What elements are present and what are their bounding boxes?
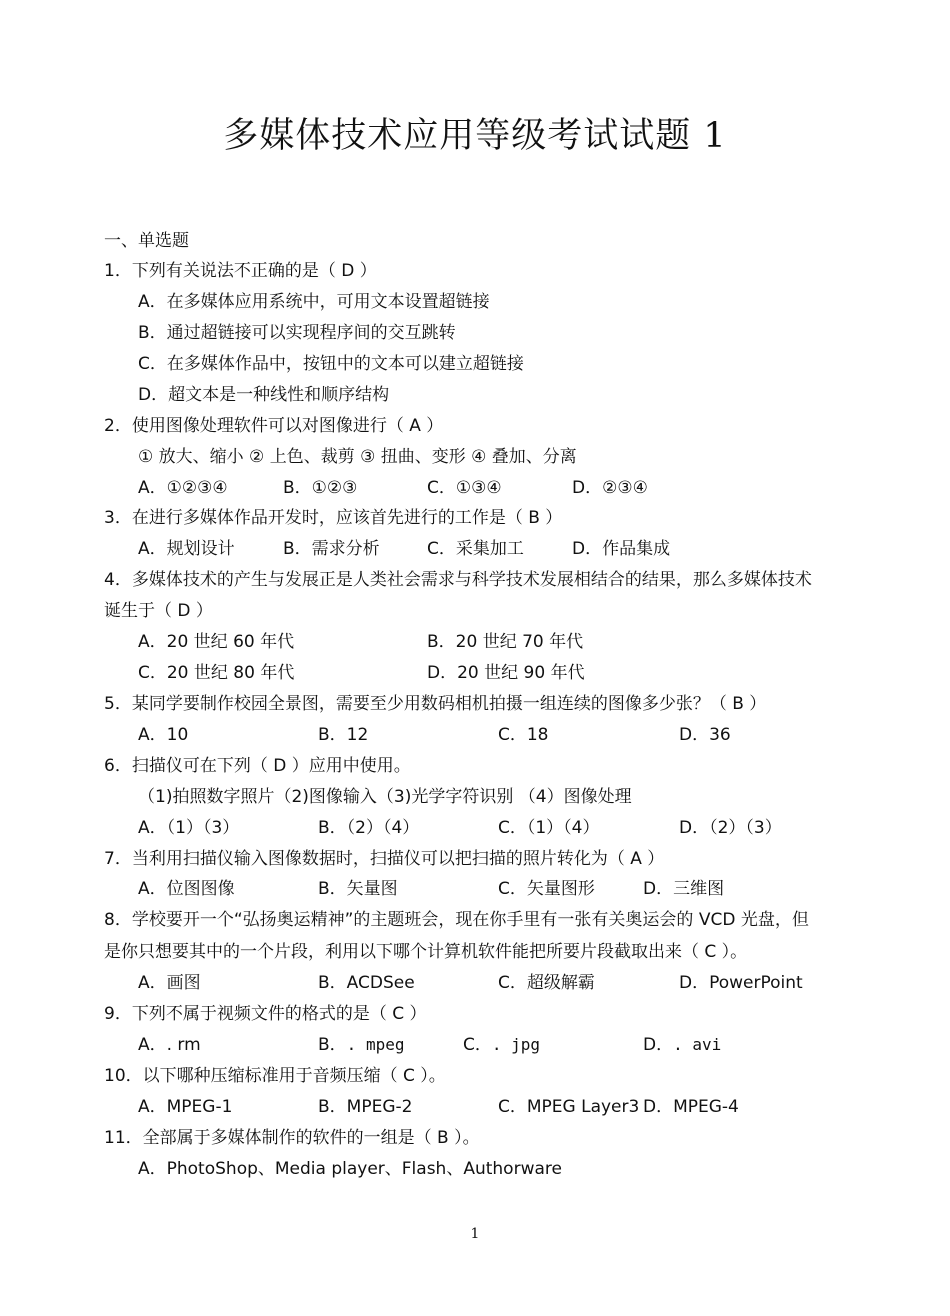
question-10-options <box>0 1095 950 1119</box>
question-3-stem: 3．在进行多媒体作品开发时，应该首先进行的工作是（ B ） <box>104 508 563 528</box>
question-9-option-c <box>463 1033 540 1057</box>
question-9-option-d-letter: D． <box>643 1035 674 1055</box>
question-4-options-row2 <box>0 661 950 685</box>
question-8-option-c: C．超级解霸 <box>498 973 595 993</box>
question-3-option-a: A．规划设计 <box>138 539 235 559</box>
question-9-option-d <box>643 1033 721 1057</box>
question-6-option-b: B．（2）（4） <box>318 818 420 838</box>
question-10-stem: 10．以下哪种压缩标准用于音频压缩（ C ）。 <box>104 1066 446 1086</box>
section-heading: 一、单选题 <box>104 231 189 251</box>
question-9-option-c-letter: C． <box>463 1035 492 1055</box>
question-3-options <box>0 537 950 561</box>
question-2-options <box>0 476 950 500</box>
question-6-option-a: A．（1）（3） <box>138 818 240 838</box>
question-8-stem-line2: 是你只想要其中的一个片段，利用以下哪个计算机软件能把所要片段截取出来（ C ）。 <box>104 942 748 962</box>
question-10-option-a: A．MPEG-1 <box>138 1097 233 1117</box>
question-11-option-a: A．PhotoShop、Media player、Flash、Authorware <box>138 1159 562 1179</box>
question-8-stem-line1: 8．学校要开一个“弘扬奥运精神”的主题班会，现在你手里有一张有关奥运会的 VCD 光盘，但 <box>104 910 809 930</box>
question-5-option-b: B．12 <box>318 725 369 745</box>
question-10-option-d: D．MPEG-4 <box>643 1097 739 1117</box>
question-3-option-d: D．作品集成 <box>572 539 671 559</box>
question-1-option-a: A．在多媒体应用系统中，可用文本设置超链接 <box>138 292 490 312</box>
question-9-option-b-text: . mpeg <box>346 1035 405 1054</box>
question-7-stem: 7．当利用扫描仪输入图像数据时，扫描仪可以把扫描的照片转化为（ A ） <box>104 849 665 869</box>
question-3-option-b: B．需求分析 <box>283 539 380 559</box>
question-2-option-b: B．①②③ <box>283 478 358 498</box>
question-6-options <box>0 816 950 840</box>
question-6-items: （1)拍照数字照片（2)图像输入（3)光学字符识别 （4）图像处理 <box>138 787 632 807</box>
question-9-option-b-letter: B． <box>318 1035 347 1055</box>
page-number: 1 <box>470 1226 480 1242</box>
question-8-options <box>0 971 950 995</box>
question-2-option-d: D．②③④ <box>572 478 648 498</box>
question-1-option-b: B．通过超链接可以实现程序间的交互跳转 <box>138 323 456 343</box>
question-9-options <box>0 1033 950 1057</box>
question-8-option-b: B．ACDSee <box>318 973 415 993</box>
question-5-option-d: D．36 <box>679 725 731 745</box>
question-7-option-b: B．矢量图 <box>318 879 398 899</box>
question-4-stem-line1: 4．多媒体技术的产生与发展正是人类社会需求与科学技术发展相结合的结果，那么多媒体技术 <box>104 570 812 590</box>
question-1-option-c: C．在多媒体作品中，按钮中的文本可以建立超链接 <box>138 354 524 374</box>
question-6-option-d: D．（2）（3） <box>679 818 782 838</box>
question-9-stem: 9．下列不属于视频文件的格式的是（ C ） <box>104 1004 427 1024</box>
question-4-option-b: B．20 世纪 70 年代 <box>427 632 584 652</box>
question-8-option-a: A．画图 <box>138 973 201 993</box>
question-2-option-a: A．①②③④ <box>138 478 228 498</box>
question-9-option-b <box>318 1033 404 1057</box>
question-7-option-c: C．矢量图形 <box>498 879 595 899</box>
question-2-items: ① 放大、缩小 ② 上色、裁剪 ③ 扭曲、变形 ④ 叠加、分离 <box>138 447 577 467</box>
question-9-option-a: A．. rm <box>138 1035 201 1055</box>
question-6-option-c: C．（1）（4） <box>498 818 600 838</box>
question-9-option-c-text: . jpg <box>491 1035 541 1054</box>
question-6-stem: 6．扫描仪可在下列（ D ）应用中使用。 <box>104 756 411 776</box>
question-4-option-c: C．20 世纪 80 年代 <box>138 663 295 683</box>
question-4-stem-line2: 诞生于（ D ） <box>104 601 213 621</box>
question-4-option-d: D．20 世纪 90 年代 <box>427 663 585 683</box>
question-2-stem: 2．使用图像处理软件可以对图像进行（ A ） <box>104 416 444 436</box>
question-10-option-c: C．MPEG Layer3 <box>498 1097 640 1117</box>
question-5-stem: 5．某同学要制作校园全景图，需要至少用数码相机拍摄一组连续的图像多少张？（ B ） <box>104 694 767 714</box>
question-7-option-a: A．位图图像 <box>138 879 235 899</box>
question-10-option-b: B．MPEG-2 <box>318 1097 413 1117</box>
question-1-stem: 1．下列有关说法不正确的是（ D ） <box>104 261 377 281</box>
document-title: 多媒体技术应用等级考试试题 1 <box>223 116 727 156</box>
question-5-options <box>0 723 950 747</box>
question-4-option-a: A．20 世纪 60 年代 <box>138 632 295 652</box>
question-7-option-d: D．三维图 <box>643 879 725 899</box>
question-5-option-a: A．10 <box>138 725 189 745</box>
question-11-stem: 11．全部属于多媒体制作的软件的一组是（ B ）。 <box>104 1128 480 1148</box>
question-8-option-d: D．PowerPoint <box>679 973 803 993</box>
question-1-option-d: D．超文本是一种线性和顺序结构 <box>138 385 390 405</box>
question-2-option-c: C．①③④ <box>427 478 502 498</box>
question-3-option-c: C．采集加工 <box>427 539 524 559</box>
question-5-option-c: C．18 <box>498 725 549 745</box>
question-4-options-row1 <box>0 630 950 654</box>
question-9-option-d-text: . avi <box>673 1035 722 1054</box>
question-7-options <box>0 877 950 901</box>
